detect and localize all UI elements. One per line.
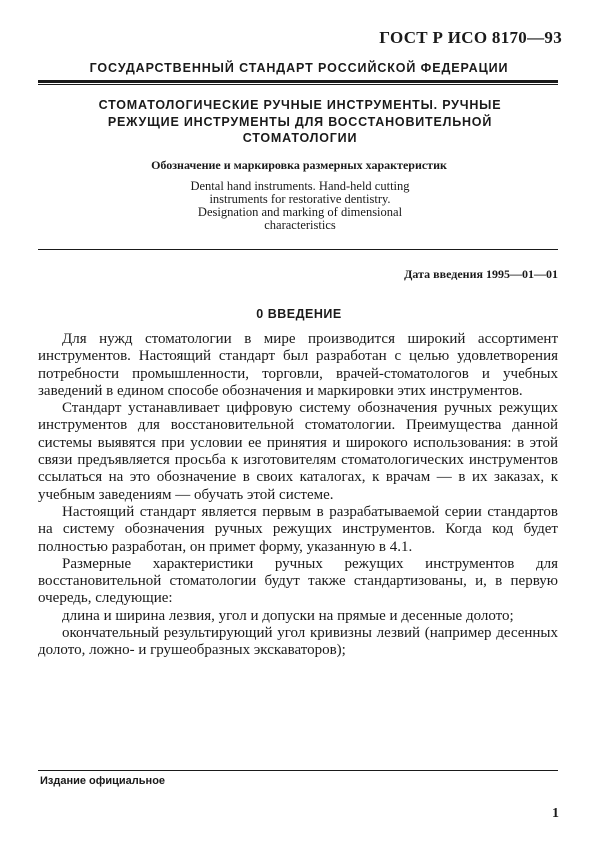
english-title-line-2: instruments for restorative dentistry. (209, 192, 391, 206)
english-title-line-1: Dental hand instruments. Hand-held cutting (190, 179, 410, 193)
english-title-line-4: characteristics (264, 218, 336, 232)
english-title (80, 180, 520, 232)
header-rule-thick (38, 80, 558, 83)
introduction-date: Дата введения 1995—01—01 (404, 267, 558, 281)
document-title (60, 97, 540, 147)
paragraph: Размерные характеристики ручных режущих инструментов для восстановительной стоматологии будут также стандартизованы, и, в первую очередь, следующие: (38, 555, 558, 607)
footer-rule (38, 770, 558, 771)
edition-label: Издание официальное (40, 775, 166, 787)
paragraph: Стандарт устанавливает цифровую систему обозначения ручных режущих инструментов для восстановительной стоматологии. Преимущества данной системы выявятся при условии ее принятия и широкого использования: в этой связи предъявляется просьба к изготовителям стоматологических инструментов ссылаться на это обозначение в своих каталогах, к врачам — в их заказах, к учебным заведениям — обучать этой системе. (38, 400, 558, 503)
standard-number: ГОСТ Р ИСО 8170—93 (379, 28, 562, 47)
title-line-1: СТОМАТОЛОГИЧЕСКИЕ РУЧНЫЕ ИНСТРУМЕНТЫ. РУЧНЫЕ (98, 98, 502, 112)
document-subtitle: Обозначение и маркировка размерных характеристик (151, 158, 447, 172)
list-item: окончательный результирующий угол кривизны лезвий (например десенных долото, ложно- и грушеобразных экскаваторов); (38, 625, 558, 659)
english-title-line-3: Designation and marking of dimensional (197, 205, 403, 219)
paragraph: Настоящий стандарт является первым в разрабатываемой серии стандартов на систему обозначения ручных режущих инструментов. Когда код будет полностью разработан, он примет форму, указанную в 4.1. (38, 503, 558, 555)
title-divider (38, 249, 558, 250)
list-item: длина и ширина лезвия, угол и допуски на прямые и десенные долото; (62, 607, 514, 624)
header-rule-thin (38, 84, 558, 85)
organization-title: ГОСУДАРСТВЕННЫЙ СТАНДАРТ РОССИЙСКОЙ ФЕДЕРАЦИИ (89, 61, 509, 75)
section-heading: 0 ВВЕДЕНИЕ (256, 307, 342, 321)
page-number: 1 (552, 806, 559, 821)
title-line-2: РЕЖУЩИЕ ИНСТРУМЕНТЫ ДЛЯ ВОССТАНОВИТЕЛЬНОЙ (107, 114, 493, 129)
section-body (38, 331, 558, 660)
paragraph: Для нужд стоматологии в мире производится широкий ассортимент инструментов. Настоящий стандарт был разработан с целью удовлетворения потребности промышленности, торговли, врачей-стоматологов и учебных заведений в едином способе обозначения и маркировки этих инструментов. (38, 331, 558, 399)
title-line-3: СТОМАТОЛОГИИ (242, 131, 358, 145)
